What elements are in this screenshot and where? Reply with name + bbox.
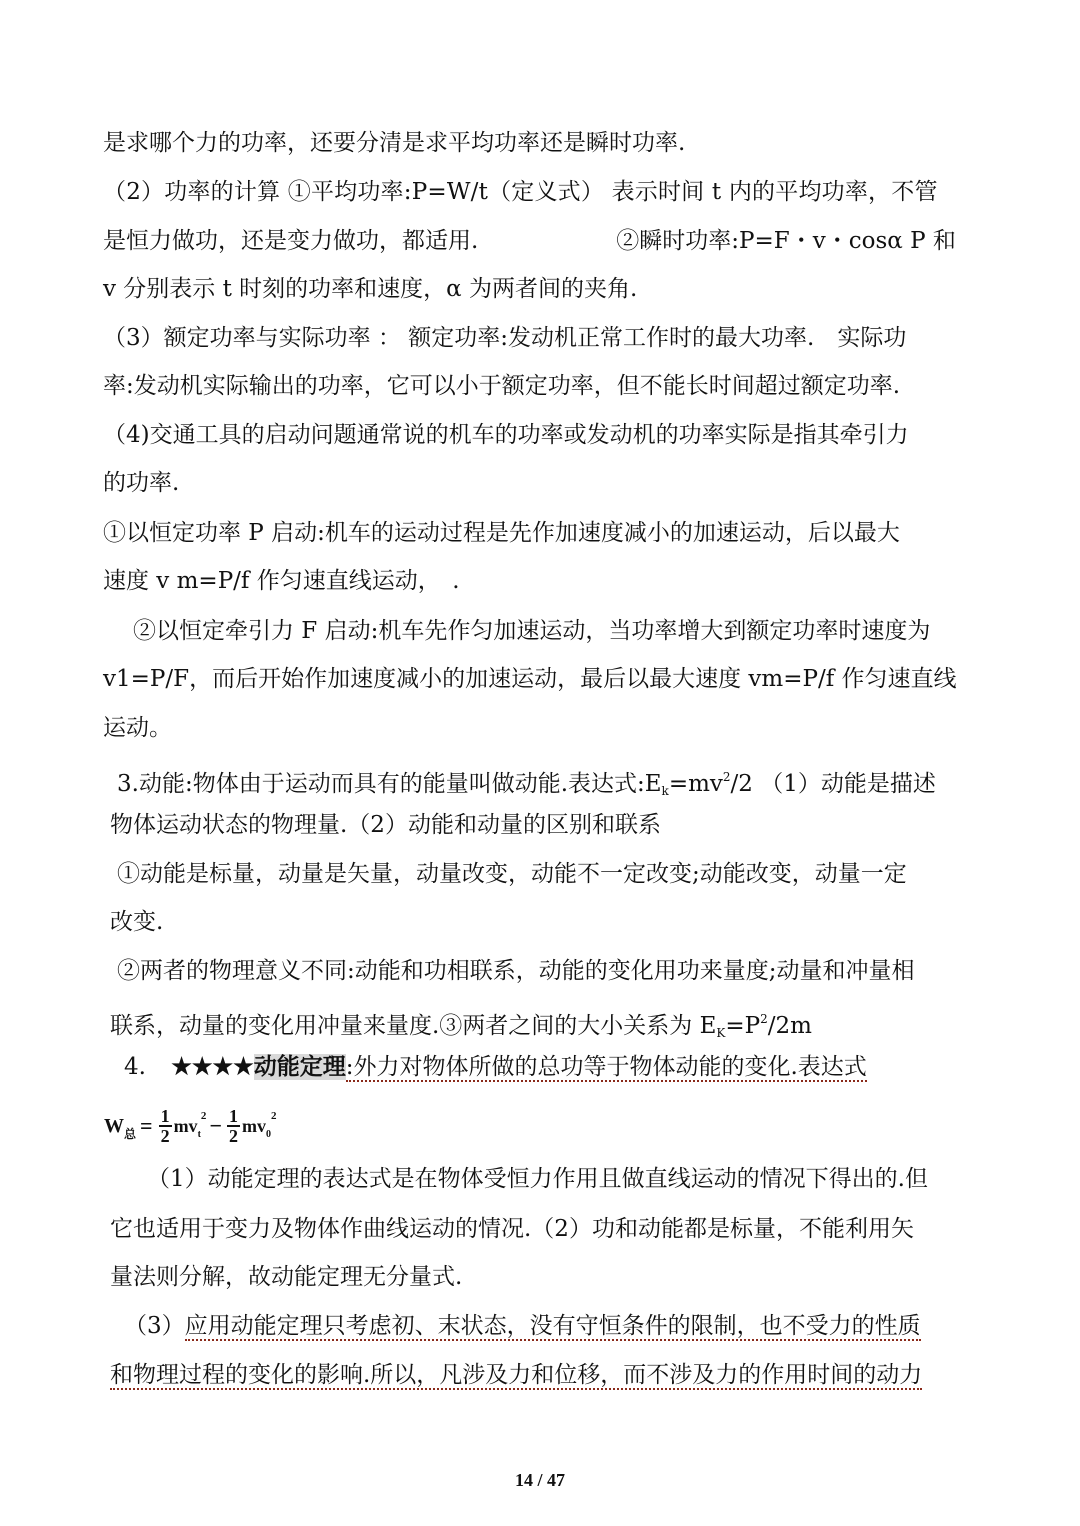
text-line: （3）额定功率与实际功率 ： 额定功率:发动机正常工作时的最大功率. 实际功 [103,325,907,351]
text-line [124,1311,921,1341]
text-span: =mv [668,771,723,797]
text-line: v1=P/F，而后开始作加速度减小的加速运动，最后以最大速度 vm=P/f 作匀速直线 [103,666,957,692]
fraction-half [227,1107,240,1145]
work-energy-formula [104,1104,276,1148]
fraction-numerator: 1 [160,1106,170,1126]
formula-minus: − [209,1113,222,1138]
text-line: 它也适用于变力及物体作曲线运动的情况.（2）功和动能都是标量，不能利用矢 [110,1216,914,1242]
superscript: 2 [722,770,731,784]
text-line [117,762,936,806]
page-number: 14 / 47 [514,1470,565,1490]
formula-lhs-sub: 总 [124,1127,137,1141]
text-line [110,1004,812,1048]
text-line: （2）功率的计算 ①平均功率:P=W/t（定义式） 表示时间 t 内的平均功率，不管 [103,179,938,205]
subscript: k [661,784,669,798]
underlined-text: 应用动能定理只考虑初、末状态，没有守恒条件的限制，也不受力的性质 [184,1313,921,1339]
text-line: 量法则分解，故动能定理无分量式. [110,1264,463,1290]
text-line: （4)交通工具的启动问题通常说的机车的功率或发动机的功率实际是指其牵引力 [103,422,909,448]
text-span: =P [725,1013,761,1039]
fraction-denominator: 2 [160,1126,170,1146]
formula-sup: 2 [200,1110,207,1122]
text-line: 率:发动机实际输出的功率，它可以小于额定功率，但不能长时间超过额定功率. [103,373,901,399]
text-span: /2m [767,1013,812,1039]
fraction-numerator: 1 [228,1106,238,1126]
text-span: /2 （1）动能是描述 [730,771,936,797]
theorem-heading [124,1052,867,1082]
text-line: 的功率. [103,470,180,496]
fraction-denominator: 2 [228,1126,238,1146]
text-line: 物体运动状态的物理量.（2）动能和动量的区别和联系 [110,812,661,838]
text-line [110,1360,922,1390]
formula-term: mv [173,1115,198,1136]
text-line: ①以恒定功率 P 启动:机车的运动过程是先作加速度减小的加速运动，后以最大 [103,520,900,546]
text-span: 联系，动量的变化用冲量来量度.③两者之间的大小关系为 E [110,1013,717,1039]
text-line: ①动能是标量，动量是矢量，动量改变，动能不一定改变;动能改变，动量一定 [117,861,907,887]
formula-term: mv [241,1115,266,1136]
text-line: ②两者的物理意义不同:动能和功相联系，动能的变化用功来量度;动量和冲量相 [117,958,915,984]
text-line: 改变. [110,909,164,935]
text-line: ②以恒定牵引力 F 启动:机车先作匀加速运动，当功率增大到额定功率时速度为 [133,618,931,644]
text-span: 3.动能:物体由于运动而具有的能量叫做动能.表达式:E [117,771,662,797]
star-rating: ★★★★ [171,1053,254,1080]
theorem-title: 动能定理 [253,1054,346,1080]
formula-sup: 2 [270,1110,277,1122]
fraction-half [159,1107,172,1145]
subscript: K [716,1026,726,1040]
formula-sub: t [197,1129,201,1140]
text-line: 是求哪个力的功率，还要分清是求平均功率还是瞬时功率. [103,130,686,156]
text-line: 运动。 [103,715,172,741]
formula-sub: 0 [265,1129,271,1140]
section-number: 4. [124,1054,146,1080]
formula-lhs: W [104,1114,124,1137]
formula-equals: = [140,1113,153,1138]
text-line: （1）动能定理的表达式是在物体受恒力作用且做直线运动的情况下得出的.但 [147,1166,928,1192]
underlined-text: 和物理过程的变化的影响.所以，凡涉及力和位移，而不涉及力的作用时间的动力 [110,1362,923,1388]
superscript: 2 [760,1012,768,1026]
text-span: （3） [124,1313,185,1339]
text-line: 是恒力做功，还是变力做功，都适用. ②瞬时功率:P=F・v・cosα P 和 [103,228,956,254]
text-line: v 分别表示 t 时刻的功率和速度，α 为两者间的夹角. [103,276,638,302]
theorem-definition: :外力对物体所做的总功等于物体动能的变化.表达式 [345,1054,867,1080]
text-line: 速度 v m=P/f 作匀速直线运动， . [103,568,460,594]
